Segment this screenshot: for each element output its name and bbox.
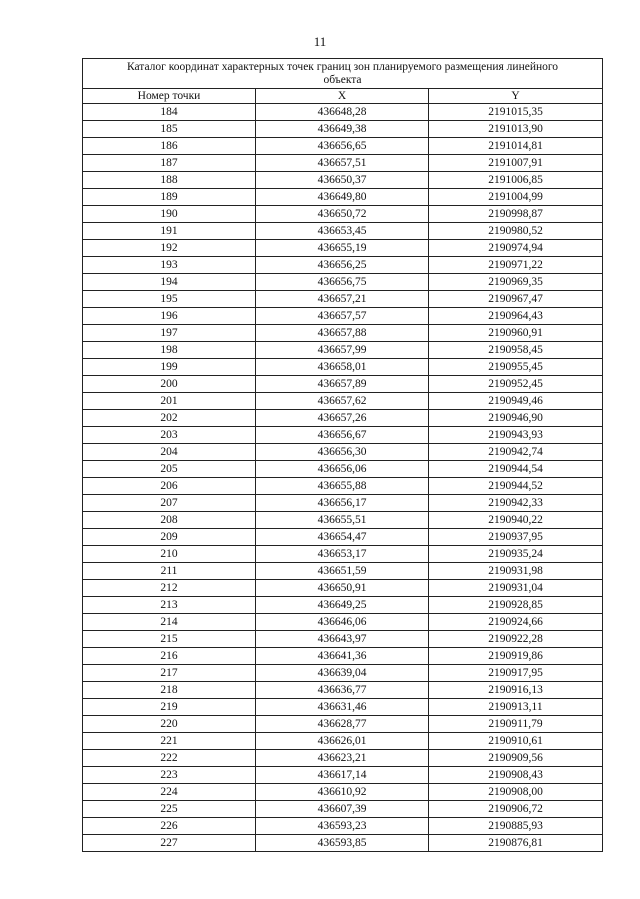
cell-point-number: 211 <box>83 563 256 580</box>
cell-y: 2190942,74 <box>429 444 603 461</box>
cell-x: 436656,75 <box>256 274 429 291</box>
table-row <box>83 308 603 325</box>
cell-y: 2190885,93 <box>429 818 603 835</box>
cell-point-number: 204 <box>83 444 256 461</box>
cell-y: 2190922,28 <box>429 631 603 648</box>
cell-y: 2190958,45 <box>429 342 603 359</box>
table-row <box>83 495 603 512</box>
cell-x: 436607,39 <box>256 801 429 818</box>
cell-x: 436649,25 <box>256 597 429 614</box>
cell-x: 436639,04 <box>256 665 429 682</box>
table-row <box>83 478 603 495</box>
cell-x: 436646,06 <box>256 614 429 631</box>
cell-point-number: 214 <box>83 614 256 631</box>
table-row <box>83 801 603 818</box>
cell-point-number: 221 <box>83 733 256 750</box>
table-row <box>83 750 603 767</box>
cell-point-number: 222 <box>83 750 256 767</box>
column-header-x: X <box>256 89 429 104</box>
cell-y: 2190974,94 <box>429 240 603 257</box>
table-row <box>83 512 603 529</box>
cell-x: 436623,21 <box>256 750 429 767</box>
cell-x: 436650,37 <box>256 172 429 189</box>
cell-y: 2190964,43 <box>429 308 603 325</box>
cell-x: 436657,88 <box>256 325 429 342</box>
cell-y: 2190942,33 <box>429 495 603 512</box>
cell-y: 2190919,86 <box>429 648 603 665</box>
table-row <box>83 631 603 648</box>
table-title-row <box>83 59 603 89</box>
cell-x: 436593,23 <box>256 818 429 835</box>
cell-point-number: 212 <box>83 580 256 597</box>
cell-x: 436650,72 <box>256 206 429 223</box>
cell-point-number: 187 <box>83 155 256 172</box>
table-row <box>83 784 603 801</box>
table-row <box>83 733 603 750</box>
cell-x: 436657,89 <box>256 376 429 393</box>
cell-y: 2190931,04 <box>429 580 603 597</box>
table-row <box>83 155 603 172</box>
table-row <box>83 359 603 376</box>
cell-y: 2191014,81 <box>429 138 603 155</box>
cell-point-number: 220 <box>83 716 256 733</box>
cell-y: 2191004,99 <box>429 189 603 206</box>
table-header-row <box>83 89 603 104</box>
cell-x: 436651,59 <box>256 563 429 580</box>
cell-point-number: 191 <box>83 223 256 240</box>
table-row <box>83 393 603 410</box>
cell-point-number: 185 <box>83 121 256 138</box>
cell-point-number: 205 <box>83 461 256 478</box>
cell-point-number: 216 <box>83 648 256 665</box>
cell-point-number: 197 <box>83 325 256 342</box>
cell-x: 436657,99 <box>256 342 429 359</box>
cell-point-number: 218 <box>83 682 256 699</box>
cell-point-number: 189 <box>83 189 256 206</box>
cell-y: 2190906,72 <box>429 801 603 818</box>
cell-point-number: 223 <box>83 767 256 784</box>
cell-point-number: 194 <box>83 274 256 291</box>
cell-point-number: 206 <box>83 478 256 495</box>
cell-x: 436653,17 <box>256 546 429 563</box>
cell-y: 2190928,85 <box>429 597 603 614</box>
cell-y: 2190971,22 <box>429 257 603 274</box>
cell-x: 436657,62 <box>256 393 429 410</box>
cell-y: 2190908,43 <box>429 767 603 784</box>
cell-x: 436648,28 <box>256 104 429 121</box>
table-row <box>83 138 603 155</box>
cell-y: 2191006,85 <box>429 172 603 189</box>
cell-point-number: 215 <box>83 631 256 648</box>
table-row <box>83 529 603 546</box>
table-row <box>83 818 603 835</box>
cell-point-number: 193 <box>83 257 256 274</box>
cell-point-number: 225 <box>83 801 256 818</box>
table-row <box>83 325 603 342</box>
table-row <box>83 648 603 665</box>
table-row <box>83 835 603 852</box>
cell-y: 2190944,52 <box>429 478 603 495</box>
cell-point-number: 209 <box>83 529 256 546</box>
cell-y: 2190967,47 <box>429 291 603 308</box>
cell-point-number: 188 <box>83 172 256 189</box>
cell-point-number: 198 <box>83 342 256 359</box>
cell-x: 436626,01 <box>256 733 429 750</box>
cell-x: 436657,26 <box>256 410 429 427</box>
table-row <box>83 104 603 121</box>
table-row <box>83 257 603 274</box>
cell-x: 436617,14 <box>256 767 429 784</box>
table-row <box>83 121 603 138</box>
cell-y: 2190940,22 <box>429 512 603 529</box>
cell-x: 436593,85 <box>256 835 429 852</box>
cell-y: 2190931,98 <box>429 563 603 580</box>
table-row <box>83 682 603 699</box>
table-row <box>83 206 603 223</box>
cell-point-number: 210 <box>83 546 256 563</box>
cell-x: 436649,38 <box>256 121 429 138</box>
cell-y: 2190876,81 <box>429 835 603 852</box>
table-row <box>83 427 603 444</box>
table-body <box>83 104 603 852</box>
cell-y: 2190935,24 <box>429 546 603 563</box>
cell-x: 436656,65 <box>256 138 429 155</box>
cell-x: 436658,01 <box>256 359 429 376</box>
cell-point-number: 192 <box>83 240 256 257</box>
table-row <box>83 546 603 563</box>
table-row <box>83 563 603 580</box>
cell-y: 2190955,45 <box>429 359 603 376</box>
cell-point-number: 184 <box>83 104 256 121</box>
cell-x: 436656,30 <box>256 444 429 461</box>
cell-point-number: 227 <box>83 835 256 852</box>
table-row <box>83 342 603 359</box>
table-row <box>83 580 603 597</box>
cell-point-number: 200 <box>83 376 256 393</box>
cell-point-number: 199 <box>83 359 256 376</box>
table-row <box>83 274 603 291</box>
cell-x: 436655,19 <box>256 240 429 257</box>
cell-y: 2190913,11 <box>429 699 603 716</box>
cell-x: 436610,92 <box>256 784 429 801</box>
cell-y: 2190937,95 <box>429 529 603 546</box>
table-row <box>83 240 603 257</box>
table-row <box>83 223 603 240</box>
cell-x: 436656,17 <box>256 495 429 512</box>
cell-point-number: 208 <box>83 512 256 529</box>
cell-x: 436653,45 <box>256 223 429 240</box>
cell-y: 2190944,54 <box>429 461 603 478</box>
cell-point-number: 201 <box>83 393 256 410</box>
cell-point-number: 219 <box>83 699 256 716</box>
cell-point-number: 207 <box>83 495 256 512</box>
table-row <box>83 614 603 631</box>
table-row <box>83 665 603 682</box>
cell-x: 436628,77 <box>256 716 429 733</box>
table-row <box>83 716 603 733</box>
cell-y: 2190910,61 <box>429 733 603 750</box>
cell-x: 436636,77 <box>256 682 429 699</box>
cell-point-number: 224 <box>83 784 256 801</box>
cell-point-number: 190 <box>83 206 256 223</box>
cell-y: 2190909,56 <box>429 750 603 767</box>
table-row <box>83 767 603 784</box>
cell-x: 436654,47 <box>256 529 429 546</box>
cell-y: 2190924,66 <box>429 614 603 631</box>
cell-x: 436649,80 <box>256 189 429 206</box>
table-row <box>83 172 603 189</box>
cell-point-number: 202 <box>83 410 256 427</box>
coordinate-catalog-table <box>82 58 603 852</box>
cell-point-number: 203 <box>83 427 256 444</box>
cell-y: 2190908,00 <box>429 784 603 801</box>
cell-y: 2190980,52 <box>429 223 603 240</box>
cell-x: 436641,36 <box>256 648 429 665</box>
cell-y: 2190960,91 <box>429 325 603 342</box>
cell-y: 2190949,46 <box>429 393 603 410</box>
cell-y: 2190943,93 <box>429 427 603 444</box>
cell-point-number: 217 <box>83 665 256 682</box>
cell-x: 436655,51 <box>256 512 429 529</box>
cell-point-number: 226 <box>83 818 256 835</box>
cell-y: 2190916,13 <box>429 682 603 699</box>
cell-x: 436656,67 <box>256 427 429 444</box>
column-header-y: Y <box>429 89 603 104</box>
cell-x: 436650,91 <box>256 580 429 597</box>
table-row <box>83 461 603 478</box>
table-row <box>83 189 603 206</box>
cell-y: 2190969,35 <box>429 274 603 291</box>
cell-x: 436656,25 <box>256 257 429 274</box>
table-row <box>83 291 603 308</box>
table-row <box>83 699 603 716</box>
cell-y: 2190946,90 <box>429 410 603 427</box>
cell-y: 2190998,87 <box>429 206 603 223</box>
cell-point-number: 196 <box>83 308 256 325</box>
table-row <box>83 410 603 427</box>
cell-y: 2190911,79 <box>429 716 603 733</box>
table-row <box>83 444 603 461</box>
column-header-point-number: Номер точки <box>83 89 256 104</box>
cell-x: 436631,46 <box>256 699 429 716</box>
cell-y: 2190952,45 <box>429 376 603 393</box>
cell-point-number: 213 <box>83 597 256 614</box>
page-number: 11 <box>313 34 327 49</box>
cell-x: 436655,88 <box>256 478 429 495</box>
cell-x: 436656,06 <box>256 461 429 478</box>
cell-y: 2191007,91 <box>429 155 603 172</box>
table-title: Каталог координат характерных точек границ зон планируемого размещения линейного объекта <box>83 59 603 89</box>
cell-y: 2190917,95 <box>429 665 603 682</box>
cell-point-number: 186 <box>83 138 256 155</box>
cell-y: 2191013,90 <box>429 121 603 138</box>
cell-x: 436643,97 <box>256 631 429 648</box>
cell-point-number: 195 <box>83 291 256 308</box>
cell-y: 2191015,35 <box>429 104 603 121</box>
table-row <box>83 376 603 393</box>
cell-x: 436657,57 <box>256 308 429 325</box>
cell-x: 436657,51 <box>256 155 429 172</box>
cell-x: 436657,21 <box>256 291 429 308</box>
table-row <box>83 597 603 614</box>
